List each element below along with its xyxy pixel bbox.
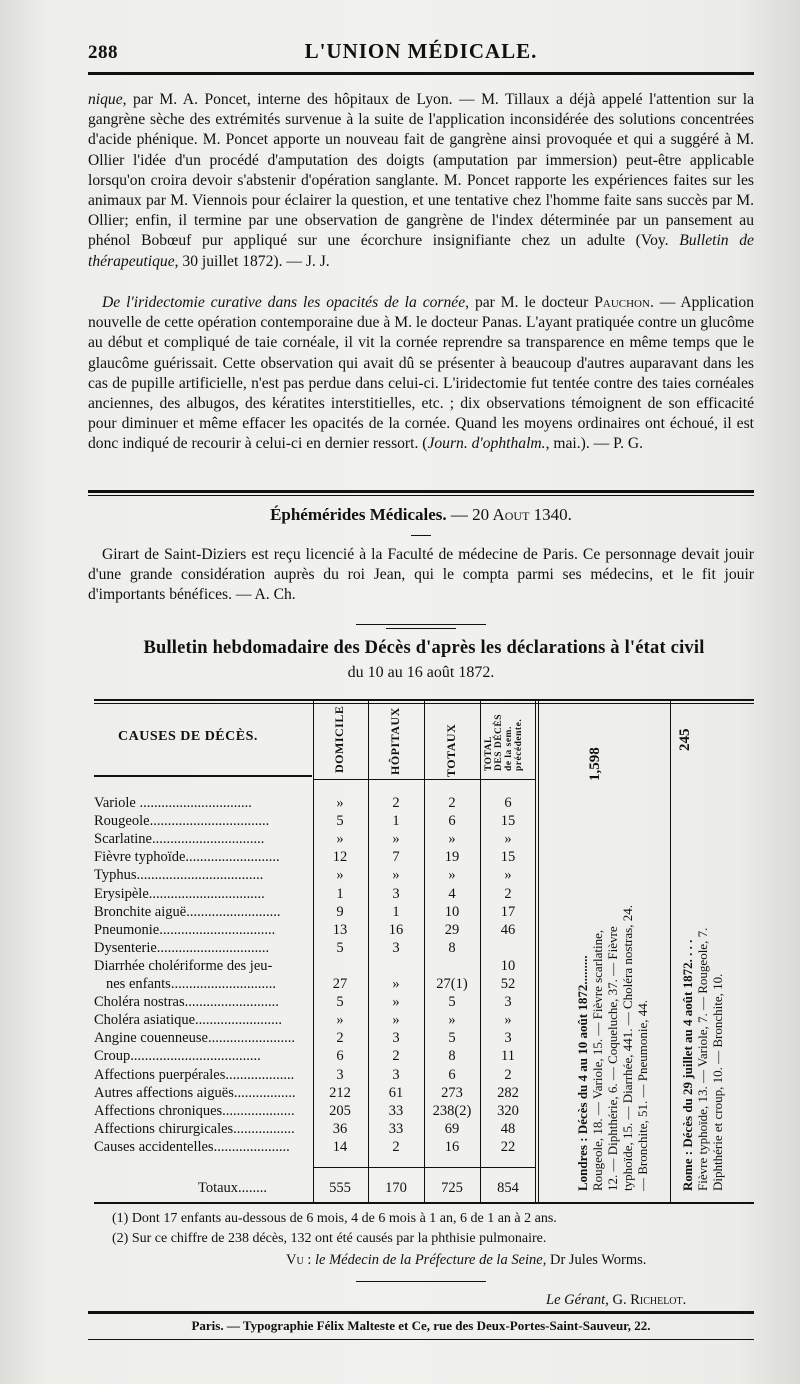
cause-label: Typhus................................... — [94, 867, 264, 884]
rome-line-2: Fièvre typhoïde, 13. — Variole, 7. — Rougeole, 7. — [695, 927, 710, 1191]
article-gangrene-lead: nique — [88, 91, 123, 108]
table-row — [94, 1066, 534, 1084]
table-row — [94, 1138, 534, 1156]
gerant-rule — [356, 1281, 486, 1282]
cell-prev: 22 — [500, 1138, 516, 1155]
col-separator — [538, 699, 539, 1204]
col-previous-line2: DES DÉCÈS — [494, 713, 504, 771]
col-separator — [670, 699, 671, 1204]
causes-header: CAUSES DE DÉCÈS. — [118, 729, 258, 744]
cause-label: Rougeole................................. — [94, 813, 270, 830]
cell-hopitaux: 2 — [392, 1048, 400, 1065]
ephemerides-date: — 20 Aout 1340. — [446, 505, 572, 524]
cell-domicile: » — [336, 795, 344, 811]
rome-note — [680, 928, 725, 1191]
cell-totaux: » — [448, 867, 456, 884]
cell-prev: 282 — [497, 1084, 519, 1101]
footer-rule-bottom — [88, 1339, 754, 1340]
section-rule-bottom — [88, 495, 754, 496]
cause-label: Variole ............................... — [94, 795, 252, 811]
cell-hopitaux: » — [392, 1012, 400, 1029]
cause-label: Bronchite aiguë.......................... — [94, 903, 281, 920]
cell-prev: » — [504, 831, 512, 848]
article-iridectomy-by: par M. le docteur — [469, 294, 595, 311]
table-row — [94, 939, 534, 957]
cause-label: Fièvre typhoïde.......................... — [94, 849, 280, 866]
cell-hopitaux: 33 — [388, 1120, 404, 1137]
table-row — [94, 921, 534, 939]
cell-hopitaux: » — [392, 867, 400, 884]
table-row — [94, 993, 534, 1011]
cell-prev: » — [504, 867, 512, 884]
section-rule-top — [88, 490, 754, 493]
col-previous-line4: précédente. — [514, 718, 524, 771]
col-totaux-header: TOTAUX — [444, 723, 458, 777]
running-head — [88, 36, 754, 70]
article-gangrene-source: Bulletin de thérapeutique — [88, 232, 754, 270]
cell-domicile: 12 — [332, 849, 348, 866]
causes-header-rule — [94, 775, 312, 777]
cause-label: Angine couenneuse........................ — [94, 1030, 295, 1047]
cause-label: Croup.................................... — [94, 1048, 261, 1065]
cell-domicile: 14 — [332, 1138, 348, 1155]
table-bottom-rule — [94, 1202, 754, 1204]
cell-prev: 3 — [504, 1030, 512, 1047]
cause-label: Pneumonie................................ — [94, 921, 276, 938]
cause-label: Affections chirurgicales................. — [94, 1120, 295, 1137]
cell-domicile: » — [336, 831, 344, 848]
table-row — [94, 1102, 534, 1120]
totals-row — [94, 1179, 534, 1197]
article-iridectomy-text: . — Application nouvelle de cette opération contemporaine due à M. le docteur Panas. L'ayant pratiquée contre un glucôme au début et compliqué de taie cornéale, il vit la cornée reprendre sa transparence en même temps que le glaucôme guérissait. Cette observation qui avait dû se présenter à beaucoup d'autres auparavant dans les cas de pupille artificielle, n'est pas perdue dans celui-ci. L'iridectomie fut tentée contre des taies cornéales anciennes, des albugos, des kératites interstitielles, etc. ; dix observations témoignent de son efficacité pour diminuer et même effacer les opacités de la cornée. Quand les moyens ordinaires ont échoué, il est donc indiqué de recourir à celui-ci en dernier ressort. ( — [88, 294, 754, 453]
cell-domicile: » — [336, 867, 344, 884]
cell-prev: 52 — [500, 976, 516, 992]
article-iridectomy-author: Pauchon — [594, 294, 650, 311]
header-rule — [88, 72, 754, 75]
cell-hopitaux: 2 — [392, 1138, 400, 1155]
table-row — [94, 812, 534, 830]
cell-totaux: 2 — [448, 795, 456, 811]
table-row — [94, 957, 534, 975]
cell-prev: 48 — [500, 1120, 516, 1137]
cause-label: Scarlatine............................... — [94, 831, 265, 848]
cause-label: Erysipèle................................ — [94, 885, 265, 902]
cell-totaux: 5 — [448, 994, 456, 1011]
printer-imprint: Paris. — Typographie Félix Malteste et Ce, rue des Deux-Portes-Saint-Sauveur, 22. — [191, 1318, 651, 1333]
cell-prev: 10 — [500, 957, 516, 974]
cell-prev: 17 — [500, 903, 516, 920]
totals-rule — [313, 1167, 535, 1168]
cause-label: nes enfants............................. — [106, 976, 276, 992]
cell-hopitaux: 3 — [392, 885, 400, 902]
cell-domicile: 9 — [336, 903, 344, 920]
cell-domicile: 205 — [329, 1102, 351, 1119]
cell-hopitaux: 2 — [392, 795, 400, 811]
gerant-name: , G. Richelot. — [605, 1292, 687, 1308]
londres-total: 1,598 — [587, 747, 603, 781]
cell-totaux: » — [448, 1012, 456, 1029]
total-domicile: 555 — [329, 1180, 351, 1196]
gerant-line — [546, 1292, 686, 1309]
cell-domicile: 3 — [336, 1066, 344, 1083]
article-gangrene-paragraph — [88, 90, 754, 272]
cell-totaux: 238(2) — [432, 1102, 472, 1119]
cause-label: Choléra asiatique........................ — [94, 1012, 283, 1029]
cell-domicile: 36 — [332, 1120, 348, 1137]
londres-note — [575, 905, 650, 1191]
table-row — [94, 794, 534, 812]
cell-totaux: 6 — [448, 1066, 456, 1083]
cell-totaux: 16 — [444, 1138, 460, 1155]
cell-domicile: 1 — [336, 885, 344, 902]
cell-prev: 15 — [500, 849, 516, 866]
col-previous-line3: de la sem. — [504, 726, 514, 771]
cell-hopitaux: 16 — [388, 921, 404, 938]
cell-domicile: 5 — [336, 939, 344, 956]
cell-prev: 3 — [504, 994, 512, 1011]
cell-domicile: 27 — [332, 976, 348, 992]
table-row — [94, 1047, 534, 1065]
cell-domicile: 2 — [336, 1030, 344, 1047]
cell-totaux: » — [448, 831, 456, 848]
cause-label: Affections chroniques.................... — [94, 1102, 295, 1119]
cell-hopitaux: 7 — [392, 849, 400, 866]
rome-line-1: Rome : Décès du 29 juillet au 4 août 1872. . . . — [680, 939, 695, 1191]
cell-hopitaux: » — [392, 994, 400, 1011]
cell-domicile: 13 — [332, 921, 348, 938]
cell-prev: 46 — [500, 921, 516, 938]
vu-authority: le Médecin de la Préfecture de la Seine — [314, 1252, 543, 1268]
cell-totaux: 6 — [448, 813, 456, 830]
journal-title: L'UNION MÉDICALE. — [304, 39, 538, 63]
cell-hopitaux: » — [392, 831, 400, 848]
rome-line-3: Diphthérie et croup, 10. — Bronchite, 10. — [710, 973, 725, 1191]
col-domicile-header: DOMICILE — [332, 705, 346, 773]
bulletin-title: Bulletin hebdomadaire des Décès d'après les déclarations à l'état civil — [143, 638, 705, 658]
table-row — [94, 1029, 534, 1047]
article-iridectomy-end: , mai.). — P. G. — [545, 435, 644, 453]
cell-prev: 2 — [504, 1066, 512, 1083]
londres-line-3: 12. — Diphthérie, 6. — Coqueluche, 37. — Fièvre — [605, 926, 620, 1191]
table-row — [94, 1120, 534, 1138]
table-row — [94, 866, 534, 884]
bulletin-subtitle: du 10 au 16 août 1872. — [347, 664, 495, 681]
gerant-label: Le Gérant — [546, 1292, 606, 1308]
footnote-1: (1) Dont 17 enfants au-dessous de 6 mois, 4 de 6 mois à 1 an, 6 de 1 an à 2 ans. — [112, 1211, 557, 1226]
cause-label: Choléra nostras.......................... — [94, 994, 279, 1011]
ephemerides-title: Éphémérides Médicales. — [270, 505, 447, 524]
article-gangrene-end: , 30 juillet 1872). — J. J. — [174, 252, 330, 270]
article-iridectomy-paragraph — [88, 293, 754, 455]
cause-label: Autres affections aiguës................. — [94, 1084, 296, 1101]
ephemerides-dash — [411, 535, 431, 536]
cell-domicile: 6 — [336, 1048, 344, 1065]
cause-label: Causes accidentelles..................... — [94, 1138, 290, 1155]
ephemerides-heading — [88, 505, 754, 525]
cell-hopitaux: 3 — [392, 939, 400, 956]
table-row — [94, 975, 534, 993]
total-prev: 854 — [497, 1180, 519, 1196]
cell-domicile: 5 — [336, 994, 344, 1011]
cell-hopitaux: 33 — [388, 1102, 404, 1119]
cell-hopitaux: 3 — [392, 1030, 400, 1047]
vu-name: , Dr Jules Worms. — [542, 1252, 647, 1268]
cell-totaux: 8 — [448, 1048, 456, 1065]
cell-hopitaux: 3 — [392, 1066, 400, 1083]
londres-line-5: — Bronchite, 51. — Pneumonie, 44. — [635, 999, 650, 1191]
cell-hopitaux: 1 — [392, 903, 400, 920]
londres-line-2: Rougeole, 18. — Variole, 15. — Fièvre scarlatine, — [590, 929, 605, 1191]
cell-totaux: 8 — [448, 939, 456, 956]
cause-label: Dysenterie............................... — [94, 939, 270, 956]
cell-totaux: 4 — [448, 885, 456, 902]
cell-totaux: 69 — [444, 1120, 460, 1137]
ephemerides-body: Girart de Saint-Diziers est reçu licencié à la Faculté de médecine de Paris. Ce personnage devait jouir d'une grande considération auprès du roi Jean, qui le compta parmi ses médecins, et le fit jouir d'importants bénéfices. — A. Ch. — [88, 546, 754, 604]
cause-label: Diarrhée cholériforme des jeu- — [94, 957, 273, 974]
cell-hopitaux: » — [392, 976, 400, 992]
vu-line — [286, 1252, 646, 1269]
cell-totaux: 5 — [448, 1030, 456, 1047]
cell-totaux: 27(1) — [436, 976, 468, 992]
cell-prev: 15 — [500, 813, 516, 830]
article-gangrene-text: , par M. A. Poncet, interne des hôpitaux de Lyon. — M. Tillaux a déjà appelé l'attention sur la gangrène sèche des extrémités survenue à la suite de l'application inconsidérée des solutions concentrées d'acide phénique. M. Poncet apporte un nouveau fait de gangrène ainsi provoquée et qui a suggéré à M. Ollier l'idée d'un procédé d'amputation des doigts (amputation par immersion) peut-être applicable lorsqu'on croira devoir s'abstenir d'opération sanglante. M. Poncet rapporte les expériences faites sur les animaux par M. Viennois pour éclairer la question, et une tentative chez l'homme faite sans succès par M. Ollier; enfin, il termine par une observation de gangrène de l'index déterminée par un pansement au phénol Bobœuf pur appliqué sur une écorchure insignifiante chez un adulte (Voy. — [88, 91, 754, 250]
cell-domicile: 5 — [336, 813, 344, 830]
cell-prev: » — [504, 1012, 512, 1029]
numbers-header-rule — [313, 779, 535, 780]
footnote-2: (2) Sur ce chiffre de 238 décès, 132 ont été causés par la phthisie pulmonaire. — [112, 1231, 547, 1246]
cell-totaux: 19 — [444, 849, 460, 866]
cell-prev: 6 — [504, 795, 512, 811]
col-hopitaux-header: HÔPITAUX — [388, 707, 402, 775]
article-iridectomy-title: De l'iridectomie curative dans les opacités de la cornée, — [102, 294, 470, 311]
table-row — [94, 903, 534, 921]
col-previous-line1: TOTAL — [484, 736, 494, 771]
vu-label: Vu : — [286, 1252, 315, 1268]
bulletin-rule-top — [356, 624, 486, 625]
totals-label: Totaux........ — [198, 1180, 268, 1196]
cell-prev: 11 — [501, 1048, 515, 1065]
table-row — [94, 848, 534, 866]
cell-hopitaux: 1 — [392, 813, 400, 830]
page-number: 288 — [88, 42, 118, 63]
article-iridectomy-source: Journ. d'ophthalm. — [427, 435, 546, 453]
cell-prev: 320 — [497, 1102, 519, 1119]
cell-domicile: 212 — [329, 1084, 351, 1101]
table-row — [94, 1084, 534, 1102]
footer-rule-top — [88, 1311, 754, 1314]
cell-totaux: 273 — [441, 1084, 463, 1101]
deaths-table — [94, 699, 754, 1204]
table-row — [94, 885, 534, 903]
cell-totaux: 10 — [444, 903, 460, 920]
londres-line-1: Londres : Décès du 4 au 10 août 1872......... — [575, 955, 590, 1191]
rome-total: 245 — [677, 728, 693, 751]
cell-domicile: » — [336, 1012, 344, 1029]
bulletin-rule-bottom — [386, 628, 456, 629]
cell-hopitaux: 61 — [388, 1084, 404, 1101]
table-row — [94, 1011, 534, 1029]
total-hopitaux: 170 — [385, 1180, 407, 1196]
total-totaux: 725 — [441, 1180, 463, 1196]
cause-label: Affections puerpérales................... — [94, 1066, 295, 1083]
col-previous-header — [484, 714, 524, 771]
londres-line-4: typhoïde, 15. — Diarrhée, 441. — Choléra nostras, 24. — [620, 905, 635, 1191]
cell-totaux: 29 — [444, 921, 460, 938]
cell-prev: 2 — [504, 885, 512, 902]
table-row — [94, 830, 534, 848]
